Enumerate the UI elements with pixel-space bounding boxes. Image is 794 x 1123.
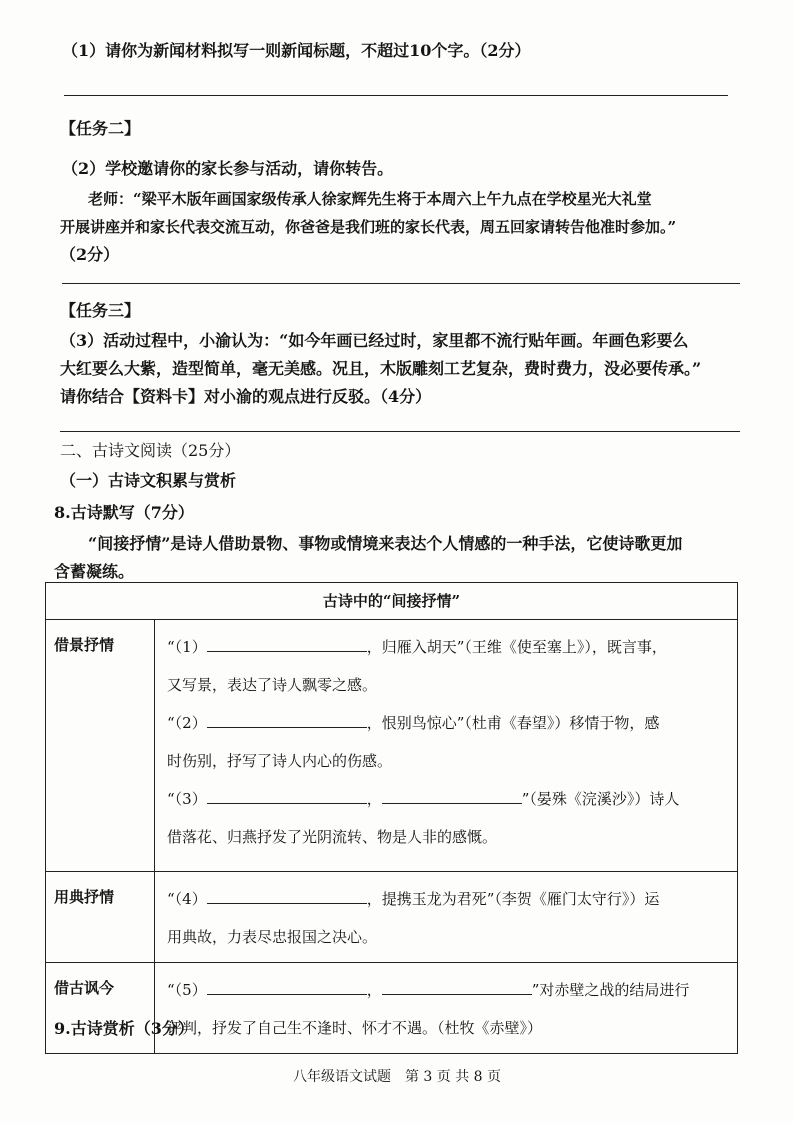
- blank-1-prefix: “（1）: [167, 638, 207, 656]
- blank-3a[interactable]: [207, 787, 367, 804]
- blank-5b[interactable]: [382, 978, 532, 995]
- question-2: （2）学校邀请你的家长参与活动，请你转告。: [62, 159, 394, 178]
- blank-5-sep: ，: [366, 981, 382, 999]
- row-jiegu-content: [155, 963, 738, 1054]
- blank-1-suffix: ，归雁入胡天”（王维《使至塞上》），既言事，: [366, 638, 667, 656]
- blank-4-prefix: “（4）: [167, 890, 207, 908]
- blank-2[interactable]: [207, 711, 367, 728]
- row1-line-4: 时伤别，抒写了诗人内心的伤感。: [167, 752, 393, 770]
- blank-2-suffix: ，恨别鸟惊心”（杜甫《春望》）移情于物，感: [366, 714, 660, 732]
- row2-line-2: 用典故，力表尽忠报国之决心。: [167, 928, 378, 946]
- answer-line-1: [64, 95, 728, 96]
- teacher-line-2: 开展讲座并和家长代表交流互动，你爸爸是我们班的家长代表，周五回家请转告他准时参加。”: [60, 218, 677, 236]
- task2-score: （2分）: [60, 245, 120, 264]
- task3-line-3: 请你结合【资料卡】对小渝的观点进行反驳。（4分）: [60, 387, 432, 406]
- blank-3-prefix: “（3）: [167, 790, 207, 808]
- intro-line-1: “间接抒情”是诗人借助景物、事物或情境来表达个人情感的一种手法，它使诗歌更加: [88, 534, 683, 553]
- blank-5-suffix: ”对赤壁之战的结局进行: [531, 981, 690, 999]
- row1-line-6: 借落花、归燕抒发了光阴流转、物是人非的感慨。: [167, 828, 498, 846]
- question-1: （1）请你为新闻材料拟写一则新闻标题，不超过10个字。（2分）: [62, 41, 531, 60]
- task3-line-2: 大红要么大紫，造型简单，毫无美感。况且，木版雕刻工艺复杂，费时费力，没必要传承。”: [60, 359, 702, 378]
- task2-header: 【任务二】: [60, 119, 141, 138]
- table-title: 古诗中的“间接抒情”: [46, 583, 738, 620]
- intro-line-2: 含蓄凝练。: [54, 562, 135, 581]
- category-jiejing: 借景抒情: [46, 620, 155, 872]
- poem-table: [45, 582, 738, 1054]
- blank-1[interactable]: [207, 635, 367, 652]
- question-9: 9.古诗赏析（3分）: [54, 1019, 194, 1038]
- blank-4[interactable]: [207, 887, 367, 904]
- page-footer: 八年级语文试题 第 3 页 共 8 页: [292, 1069, 502, 1085]
- section2-title: 二、古诗文阅读（25分）: [60, 441, 241, 460]
- blank-4-suffix: ，提携玉龙为君死”（李贺《雁门太守行》）运: [366, 890, 660, 908]
- blank-3b[interactable]: [382, 787, 522, 804]
- row-jiejing-content: [155, 620, 738, 872]
- blank-5-prefix: “（5）: [167, 981, 207, 999]
- teacher-line-1: 老师：“梁平木版年画国家级传承人徐家辉先生将于本周六上午九点在学校星光大礼堂: [88, 190, 652, 208]
- answer-line-3: [60, 431, 740, 432]
- answer-line-2: [62, 283, 740, 284]
- task3-header: 【任务三】: [60, 301, 141, 320]
- row3-line-2: 评判，抒发了自己生不逢时、怀才不遇。（杜牧《赤壁》）: [167, 1019, 543, 1037]
- category-jiegu: 借古讽今: [46, 963, 155, 1054]
- category-yongdian: 用典抒情: [46, 872, 155, 963]
- blank-5a[interactable]: [207, 978, 367, 995]
- task3-line-1: （3）活动过程中，小渝认为：“如今年画已经过时，家里都不流行贴年画。年画色彩要么: [60, 331, 689, 350]
- row1-line-2: 又写景，表达了诗人飘零之感。: [167, 676, 378, 694]
- question-8: 8.古诗默写（7分）: [54, 503, 194, 522]
- blank-3-suffix: ”（晏殊《浣溪沙》）诗人: [521, 790, 680, 808]
- blank-2-prefix: “（2）: [167, 714, 207, 732]
- section2-subtitle: （一）古诗文积累与赏析: [60, 471, 237, 490]
- blank-3-sep: ，: [366, 790, 382, 808]
- row-yongdian-content: [155, 872, 738, 963]
